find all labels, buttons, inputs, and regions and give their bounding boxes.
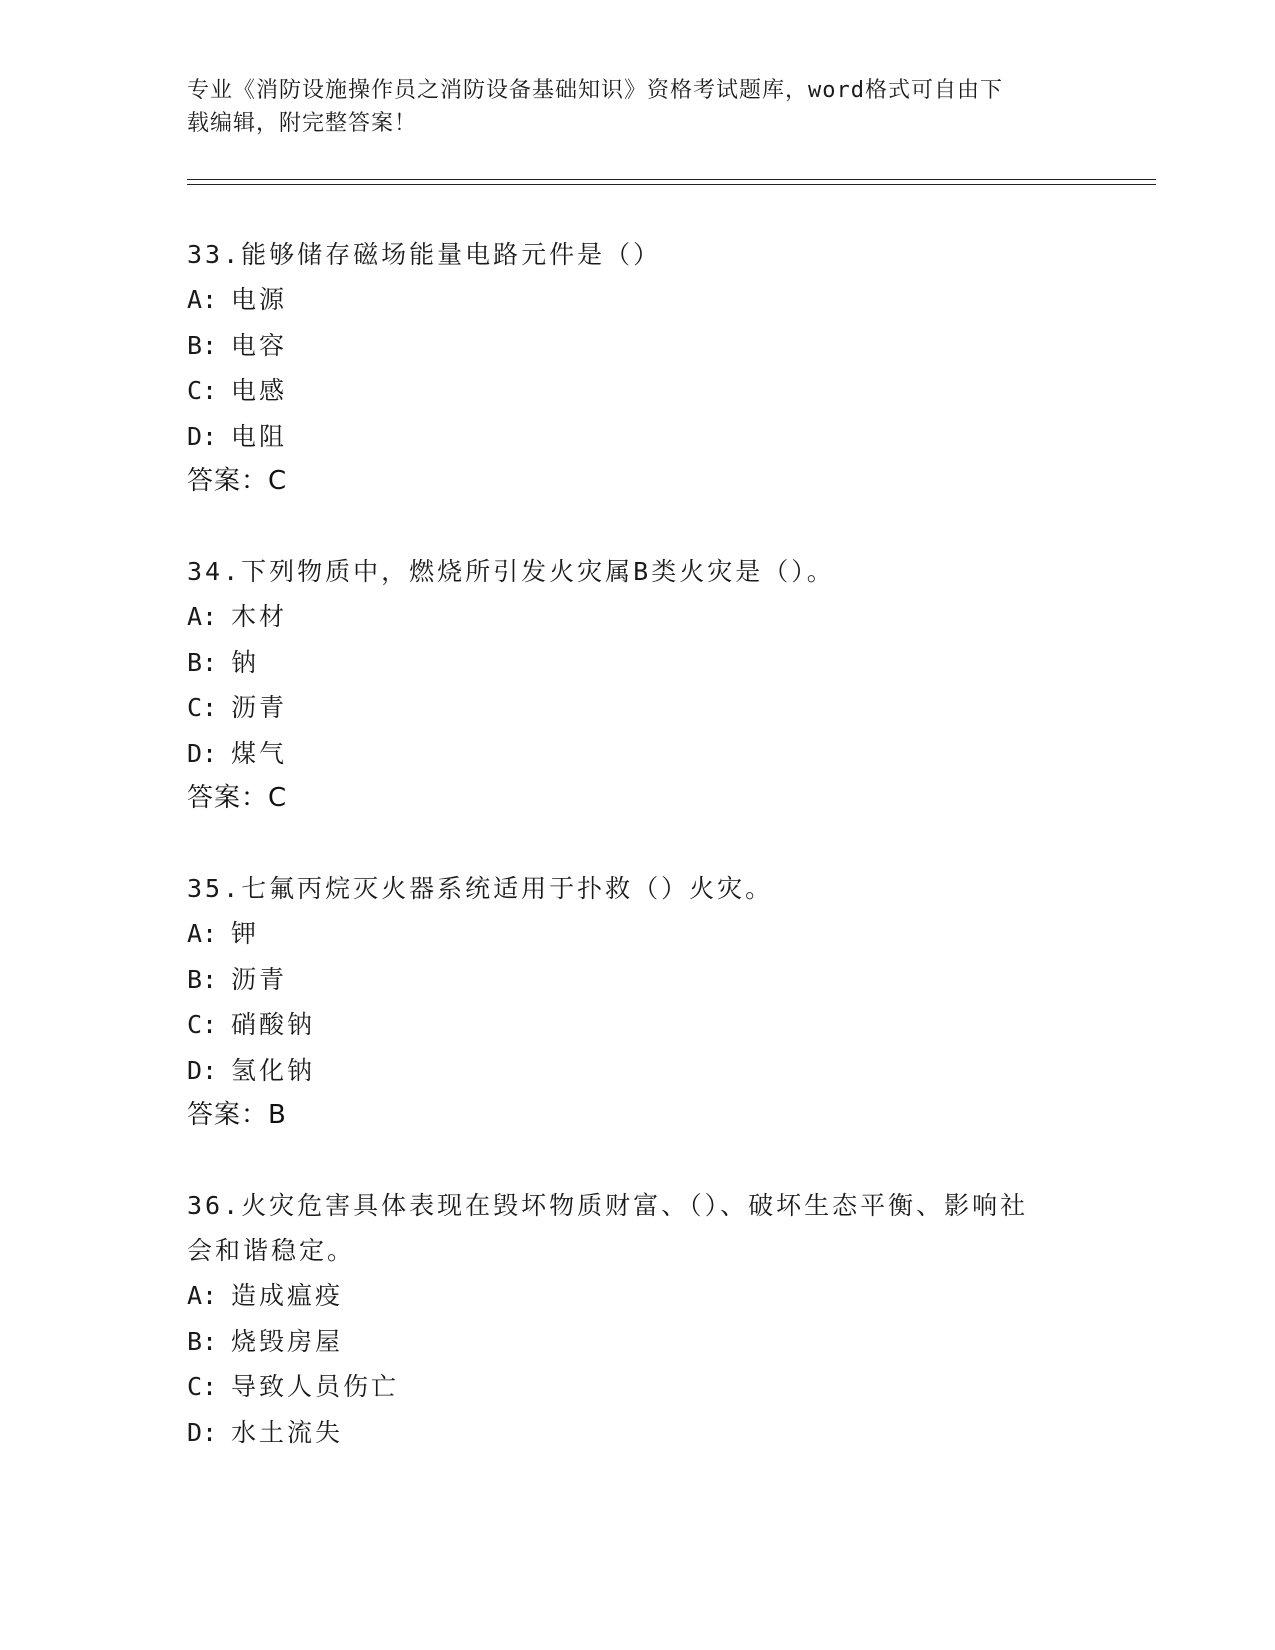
option-d <box>187 731 1087 777</box>
question-36 <box>187 1183 1087 1455</box>
option-a <box>187 277 1087 323</box>
option-text: 电源 <box>231 285 288 314</box>
answer-line: 答案：C <box>187 466 288 496</box>
option-d <box>187 1410 1087 1456</box>
option-text: 导致人员伤亡 <box>231 1372 400 1401</box>
answer-line: 答案：C <box>187 783 288 813</box>
option-text: 煤气 <box>231 738 288 768</box>
header-line-2: 载编辑，附完整答案！ <box>187 111 418 136</box>
option-text: 硝酸钠 <box>231 1010 316 1039</box>
option-text: 烧毁房屋 <box>231 1326 344 1356</box>
option-text: 钠 <box>231 647 260 677</box>
option-key: A: <box>187 602 218 631</box>
option-key: D: <box>187 1055 218 1085</box>
option-key: B: <box>187 964 218 994</box>
question-stem-line-1: 36.火灾危害具体表现在毁坏物质财富、（）、破坏生态平衡、影响社 <box>187 1191 1029 1220</box>
question-stem: 35.七氟丙烷灭火器系统适用于扑救（）火灾。 <box>187 874 774 903</box>
option-b <box>187 323 1087 369</box>
header-line-1: 专业《消防设施操作员之消防设备基础知识》资格考试题库，word格式可自由下 <box>187 78 1003 103</box>
option-key: A: <box>187 285 218 314</box>
option-text: 木材 <box>231 602 288 631</box>
answer-line: 答案：B <box>187 1100 287 1130</box>
option-key: B: <box>187 647 218 677</box>
option-text: 氢化钠 <box>231 1055 316 1085</box>
option-key: C: <box>187 376 218 405</box>
option-text: 电阻 <box>231 421 288 451</box>
option-key: C: <box>187 1372 218 1401</box>
option-b <box>187 640 1087 686</box>
option-key: B: <box>187 1326 218 1356</box>
document-header <box>187 74 1067 140</box>
option-text: 造成瘟疫 <box>231 1281 344 1310</box>
option-text: 电容 <box>231 330 288 360</box>
option-b <box>187 1319 1087 1365</box>
header-rule-bottom <box>187 184 1156 185</box>
option-c <box>187 1364 1087 1410</box>
question-stem-line-2: 会和谐稳定。 <box>187 1236 356 1265</box>
option-key: B: <box>187 330 218 360</box>
option-key: C: <box>187 1010 218 1039</box>
question-35 <box>187 866 1087 1138</box>
option-key: A: <box>187 1281 218 1310</box>
option-a <box>187 911 1087 957</box>
option-key: D: <box>187 738 218 768</box>
option-key: D: <box>187 1417 218 1447</box>
question-stem: 33.能够储存磁场能量电路元件是（） <box>187 240 662 269</box>
question-33 <box>187 232 1087 504</box>
option-text: 钾 <box>231 919 260 948</box>
option-key: D: <box>187 421 218 451</box>
option-key: A: <box>187 919 218 948</box>
option-text: 电感 <box>231 376 288 405</box>
option-d <box>187 414 1087 460</box>
option-a <box>187 1273 1087 1319</box>
option-c <box>187 1002 1087 1048</box>
option-a <box>187 594 1087 640</box>
option-d <box>187 1048 1087 1094</box>
question-34 <box>187 549 1087 821</box>
option-c <box>187 368 1087 414</box>
header-rule-top <box>187 179 1156 180</box>
question-stem: 34.下列物质中，燃烧所引发火灾属B类火灾是（）。 <box>187 557 835 586</box>
option-c <box>187 685 1087 731</box>
option-text: 沥青 <box>231 964 288 994</box>
option-text: 水土流失 <box>231 1417 344 1447</box>
option-key: C: <box>187 693 218 722</box>
option-text: 沥青 <box>231 693 288 722</box>
option-b <box>187 957 1087 1003</box>
